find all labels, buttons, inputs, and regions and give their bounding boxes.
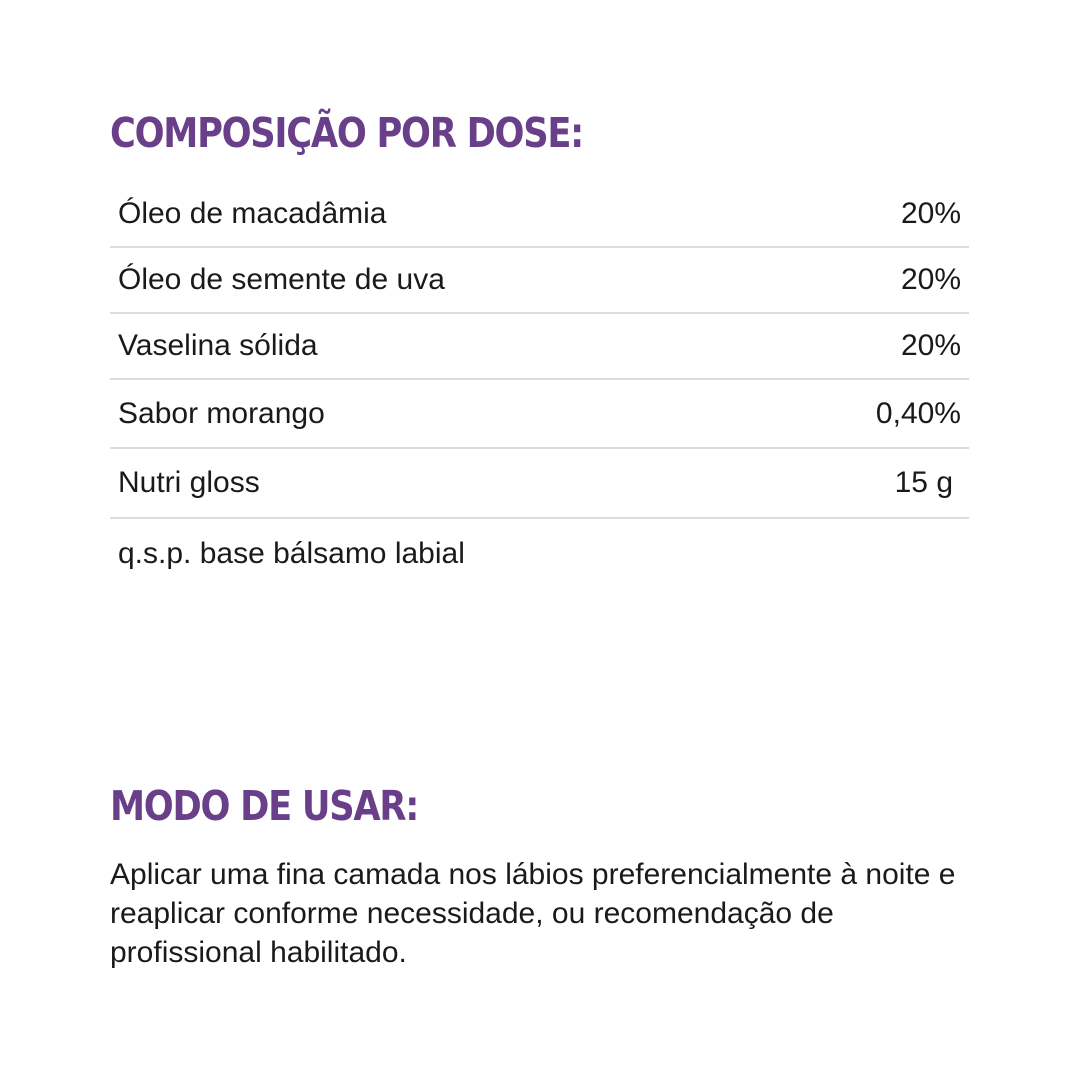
table-footer-row [110, 519, 969, 589]
ingredient-value: 20% [900, 329, 961, 362]
ingredient-value: 15 g [894, 466, 953, 499]
ingredient-value: 20% [900, 197, 961, 230]
ingredient-value: 20% [900, 263, 961, 296]
table-row [110, 182, 969, 248]
ingredient-name: Vaselina sólida [118, 329, 318, 362]
base-note: q.s.p. base bálsamo labial [118, 537, 465, 570]
ingredient-name: Óleo de semente de uva [118, 263, 445, 296]
ingredient-value: 0,40% [875, 396, 961, 430]
composition-heading: COMPOSIÇÃO POR DOSE: [110, 109, 583, 157]
usage-heading: MODO DE USAR: [110, 782, 419, 830]
usage-instructions: Aplicar uma fina camada nos lábios preferencialmente à noite e reaplicar conforme necessidade, ou recomendação de profissional habilitado. [110, 858, 956, 969]
ingredient-name: Óleo de macadâmia [118, 197, 387, 230]
composition-table [110, 182, 969, 589]
ingredient-name: Nutri gloss [118, 466, 260, 499]
table-row [110, 449, 969, 519]
ingredient-name: Sabor morango [118, 396, 325, 430]
table-row [110, 314, 969, 380]
table-row [110, 248, 969, 314]
table-row [110, 380, 969, 449]
